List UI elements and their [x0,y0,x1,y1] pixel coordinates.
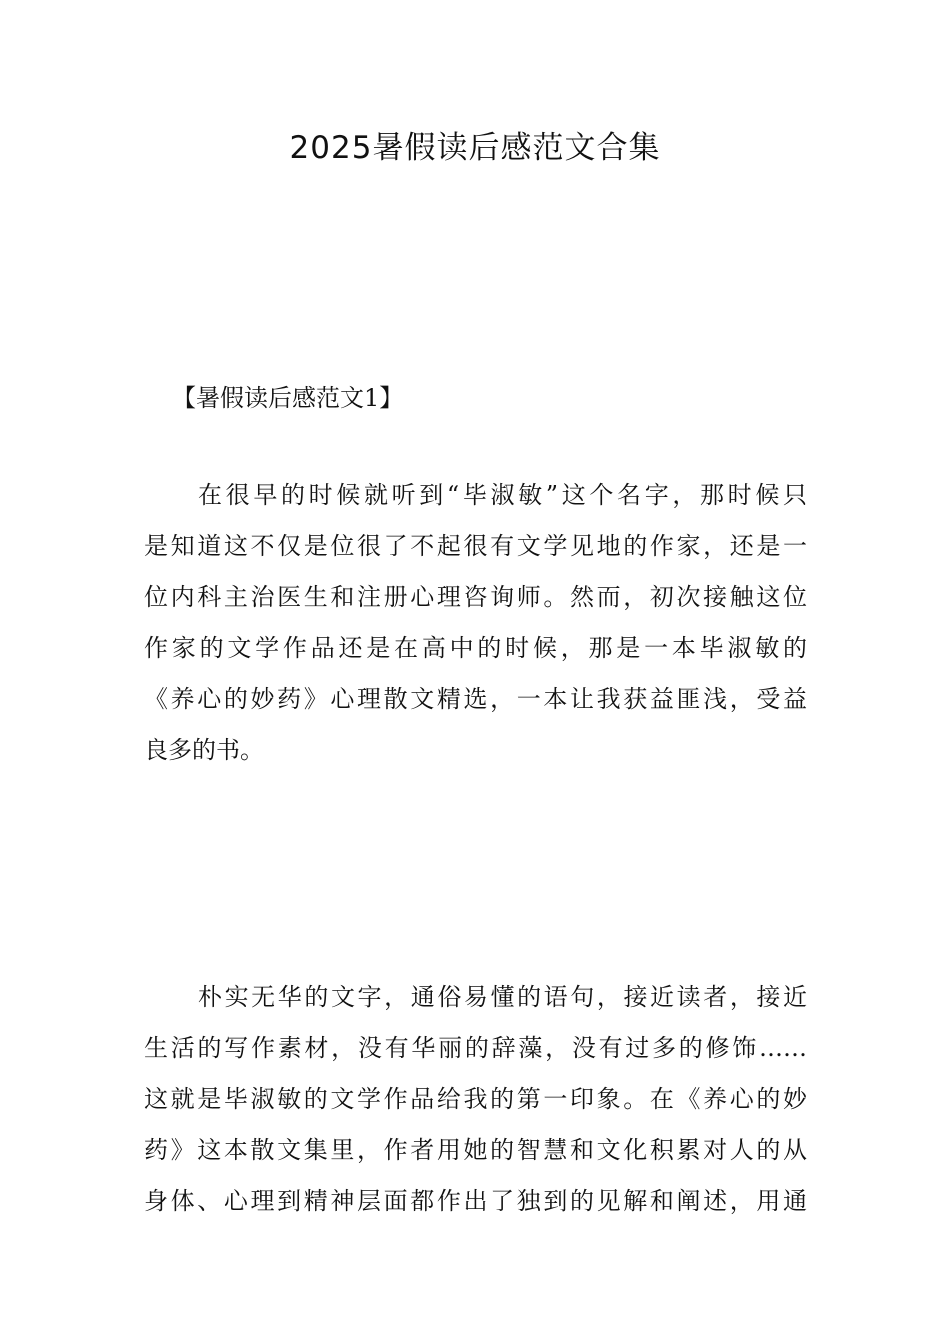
paragraph-2 [144,972,807,1227]
paragraph-line: 在很早的时候就听到“毕淑敏”这个名字，那时候只 [198,481,807,509]
paragraph-line: 位内科主治医生和注册心理咨询师。然而，初次接触这位 [144,583,807,611]
paragraph-line: 药》这本散文集里，作者用她的智慧和文化积累对人的从 [144,1136,807,1164]
document-title: 2025暑假读后感范文合集 [289,130,661,166]
paragraph-line: 朴实无华的文字，通俗易懂的语句，接近读者，接近 [198,983,807,1011]
paragraph-line: 《养心的妙药》心理散文精选，一本让我获益匪浅，受益 [144,685,807,713]
paragraph-line: 生活的写作素材，没有华丽的辞藻，没有过多的修饰…… [144,1034,807,1062]
paragraph-1 [144,470,807,776]
section-heading: 【暑假读后感范文1】 [172,384,404,412]
paragraph-line: 作家的文学作品还是在高中的时候，那是一本毕淑敏的 [144,634,807,662]
paragraph-line: 良多的书。 [144,736,264,764]
paragraph-line: 这就是毕淑敏的文学作品给我的第一印象。在《养心的妙 [144,1085,807,1113]
paragraph-line: 身体、心理到精神层面都作出了独到的见解和阐述，用通 [144,1187,807,1215]
paragraph-line: 是知道这不仅是位很了不起很有文学见地的作家，还是一 [144,532,807,560]
